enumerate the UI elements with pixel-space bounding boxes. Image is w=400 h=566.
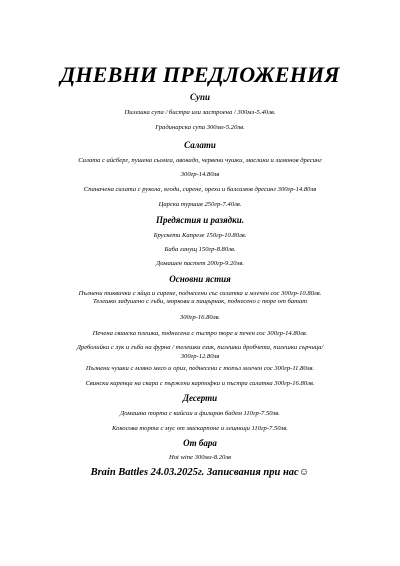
- event-announcement: Brain Battles 24.03.2025г. Записвания при нас☺: [90, 467, 310, 478]
- menu-item: Hot wine 300мл-8.20лв: [168, 454, 232, 461]
- menu-item: Баба ганущ 150гр-8.80лв.: [164, 246, 236, 253]
- menu-item: Кокосова торта с мус от маскарпоне и лешници 110гр-7.50лв.: [112, 425, 288, 432]
- section-heading-desserts: Десерти: [182, 393, 218, 403]
- menu-item: Градинарска супа 300мл-5.20лв.: [155, 124, 245, 131]
- menu-item: 300гр-16.80лв.: [179, 314, 221, 321]
- section-heading-soups: Супи: [189, 92, 210, 102]
- menu-item: Дреболийки с лук и гъби на фурна / телешки език, пилешки дробчета, пилешки сърчица/ 300гр-12.80лв: [76, 344, 324, 360]
- page-title: ДНЕВНИ ПРЕДЛОЖЕНИЯ: [60, 62, 340, 87]
- section-heading-mains: Основни ястия: [169, 274, 231, 284]
- menu-item: Пилешка супа / бистра или застроена / 300мл-5.40лв.: [124, 109, 276, 116]
- menu-item: Царска туршия 250гр-7.40лв.: [158, 201, 242, 208]
- section-heading-starters: Предястия и разядки.: [156, 215, 244, 225]
- menu-item: Пълнени чушки с мляно месо и ориз, поднесени с топъл млечен сос 300гр-11.80лв.: [85, 365, 315, 372]
- menu-item: Домашна торта с кайсии и филиран бадем 110гр-7.50лв.: [120, 410, 280, 417]
- menu-item: Салата с айсберг, пушена сьомга, авокадо, червени чушки, маслини и лимонов дресинг: [78, 157, 322, 164]
- menu-item: Пълнени тиквички с яйца и сирене, поднесени със салатка и млечен сос 300гр-10.80лв.: [78, 290, 322, 297]
- menu-item: Телешко задушено с гъби, моркови и пащърнак, поднесено с пюре от батат: [92, 298, 308, 305]
- menu-item: Спаначена салата с рукола, ягоди, сирене, орехи и балсамов дресинг 300гр-14.80лв: [83, 186, 317, 193]
- menu-item: Печена свинска плешка, поднесена с пъстро пюре и печен сос 300гр-14.80лв.: [92, 330, 308, 337]
- menu-item: Брускети Капрезе 150гр-10.80лв.: [153, 232, 247, 239]
- menu-item: Свински каренца на скара с пържени картофки и пъстра салатка 300гр-16.80лв.: [85, 380, 315, 387]
- menu-item: 300гр-14.80лв: [180, 171, 220, 178]
- section-heading-salads: Салати: [184, 140, 216, 150]
- section-heading-bar: От бара: [183, 438, 217, 448]
- menu-item: Домашен пастет 200гр-9.20лв.: [156, 260, 244, 267]
